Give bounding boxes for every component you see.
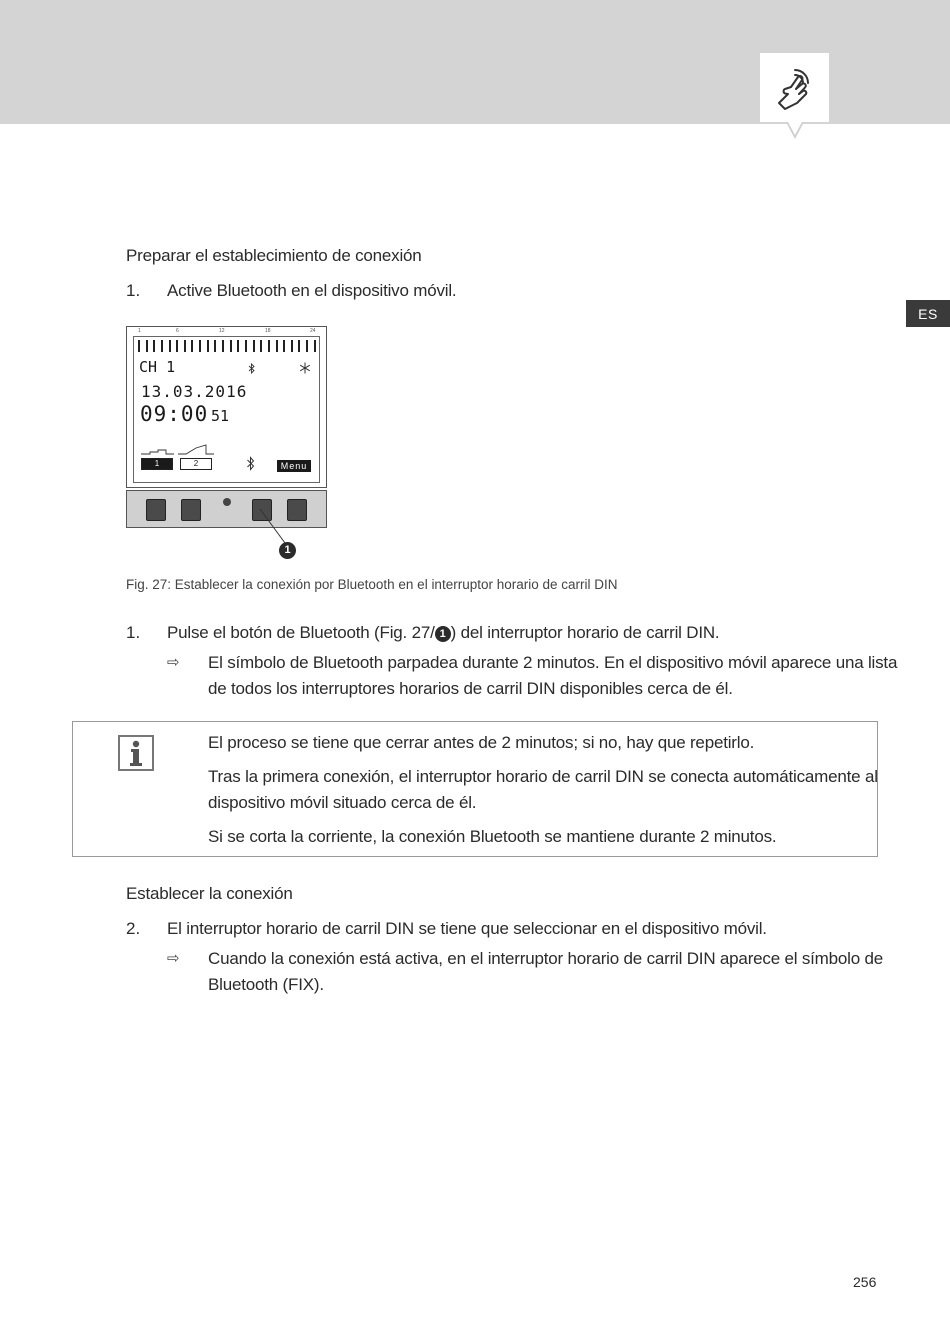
touch-hand-icon [773, 65, 817, 111]
note-text: dispositivo móvil situado cerca de él. [208, 793, 477, 812]
lcd-seconds: 51 [211, 407, 230, 425]
callout-badge: 1 [435, 626, 451, 642]
step-text: El interruptor horario de carril DIN se tiene que seleccionar en el dispositivo móvil. [167, 919, 767, 938]
device-key[interactable] [146, 499, 166, 521]
result-text: El símbolo de Bluetooth parpadea durante 2 minutos. En el dispositivo móvil aparece una lista [208, 653, 898, 672]
scale-label: 12 [219, 328, 225, 334]
note-text: El proceso se tiene que cerrar antes de 2 minutos; si no, hay que repetirlo. [208, 733, 755, 752]
snowflake-icon [299, 362, 311, 374]
section-heading-connect: Establecer la conexión [126, 884, 293, 903]
result-arrow-icon: ⇨ [167, 654, 180, 671]
device-key[interactable] [181, 499, 201, 521]
touch-hand-tab [760, 53, 829, 122]
result-text: de todos los interruptores horarios de carril DIN disponibles cerca de él. [208, 679, 733, 698]
device-display-panel [126, 326, 327, 488]
figure-caption: Fig. 27: Establecer la conexión por Bluetooth en el interruptor horario de carril DIN [126, 577, 618, 592]
step-number: 2. [126, 919, 141, 938]
timeline-ticks [138, 340, 316, 352]
note-text: Tras la primera conexión, el interruptor horario de carril DIN se conecta automáticamente al [208, 767, 878, 786]
status-led [223, 498, 231, 506]
callout-line [255, 505, 295, 547]
info-icon [118, 735, 154, 771]
result-arrow-icon: ⇨ [167, 950, 180, 967]
step-text: Active Bluetooth en el dispositivo móvil. [167, 281, 457, 300]
channel-2-box: 2 [180, 458, 212, 470]
result-text: Cuando la conexión está activa, en el interruptor horario de carril DIN aparece el símbolo de [208, 949, 883, 968]
page-number: 256 [853, 1274, 877, 1290]
device-keypad [126, 490, 327, 528]
lcd-channel: CH 1 [139, 358, 176, 376]
channel-1-box: 1 [141, 458, 173, 470]
lcd-time: 09:00 [140, 402, 209, 426]
step-number: 1. [126, 623, 141, 642]
menu-label: Menu [277, 460, 311, 472]
lcd-screen [133, 336, 320, 483]
result-text: Bluetooth (FIX). [208, 975, 324, 994]
language-tab[interactable]: ES [906, 300, 950, 327]
note-text: Si se corta la corriente, la conexión Bluetooth se mantiene durante 2 minutos. [208, 827, 777, 846]
section-heading-prepare: Preparar el establecimiento de conexión [126, 246, 422, 265]
switch-program-icon [140, 443, 216, 457]
scale-label: 1 [138, 328, 141, 334]
scale-label: 6 [176, 328, 179, 334]
bluetooth-icon [246, 456, 255, 471]
header-tab-pointer-fill [788, 122, 802, 135]
scale-label: 18 [265, 328, 271, 334]
step-text: Pulse el botón de Bluetooth (Fig. 27/ 1 ) del interruptor horario de carril DIN. [167, 623, 720, 642]
step-number: 1. [126, 281, 141, 300]
lcd-date: 13.03.2016 [141, 382, 248, 401]
figure-callout-badge: 1 [279, 542, 296, 559]
scale-label: 24 [310, 328, 316, 334]
bluetooth-icon [248, 363, 255, 374]
